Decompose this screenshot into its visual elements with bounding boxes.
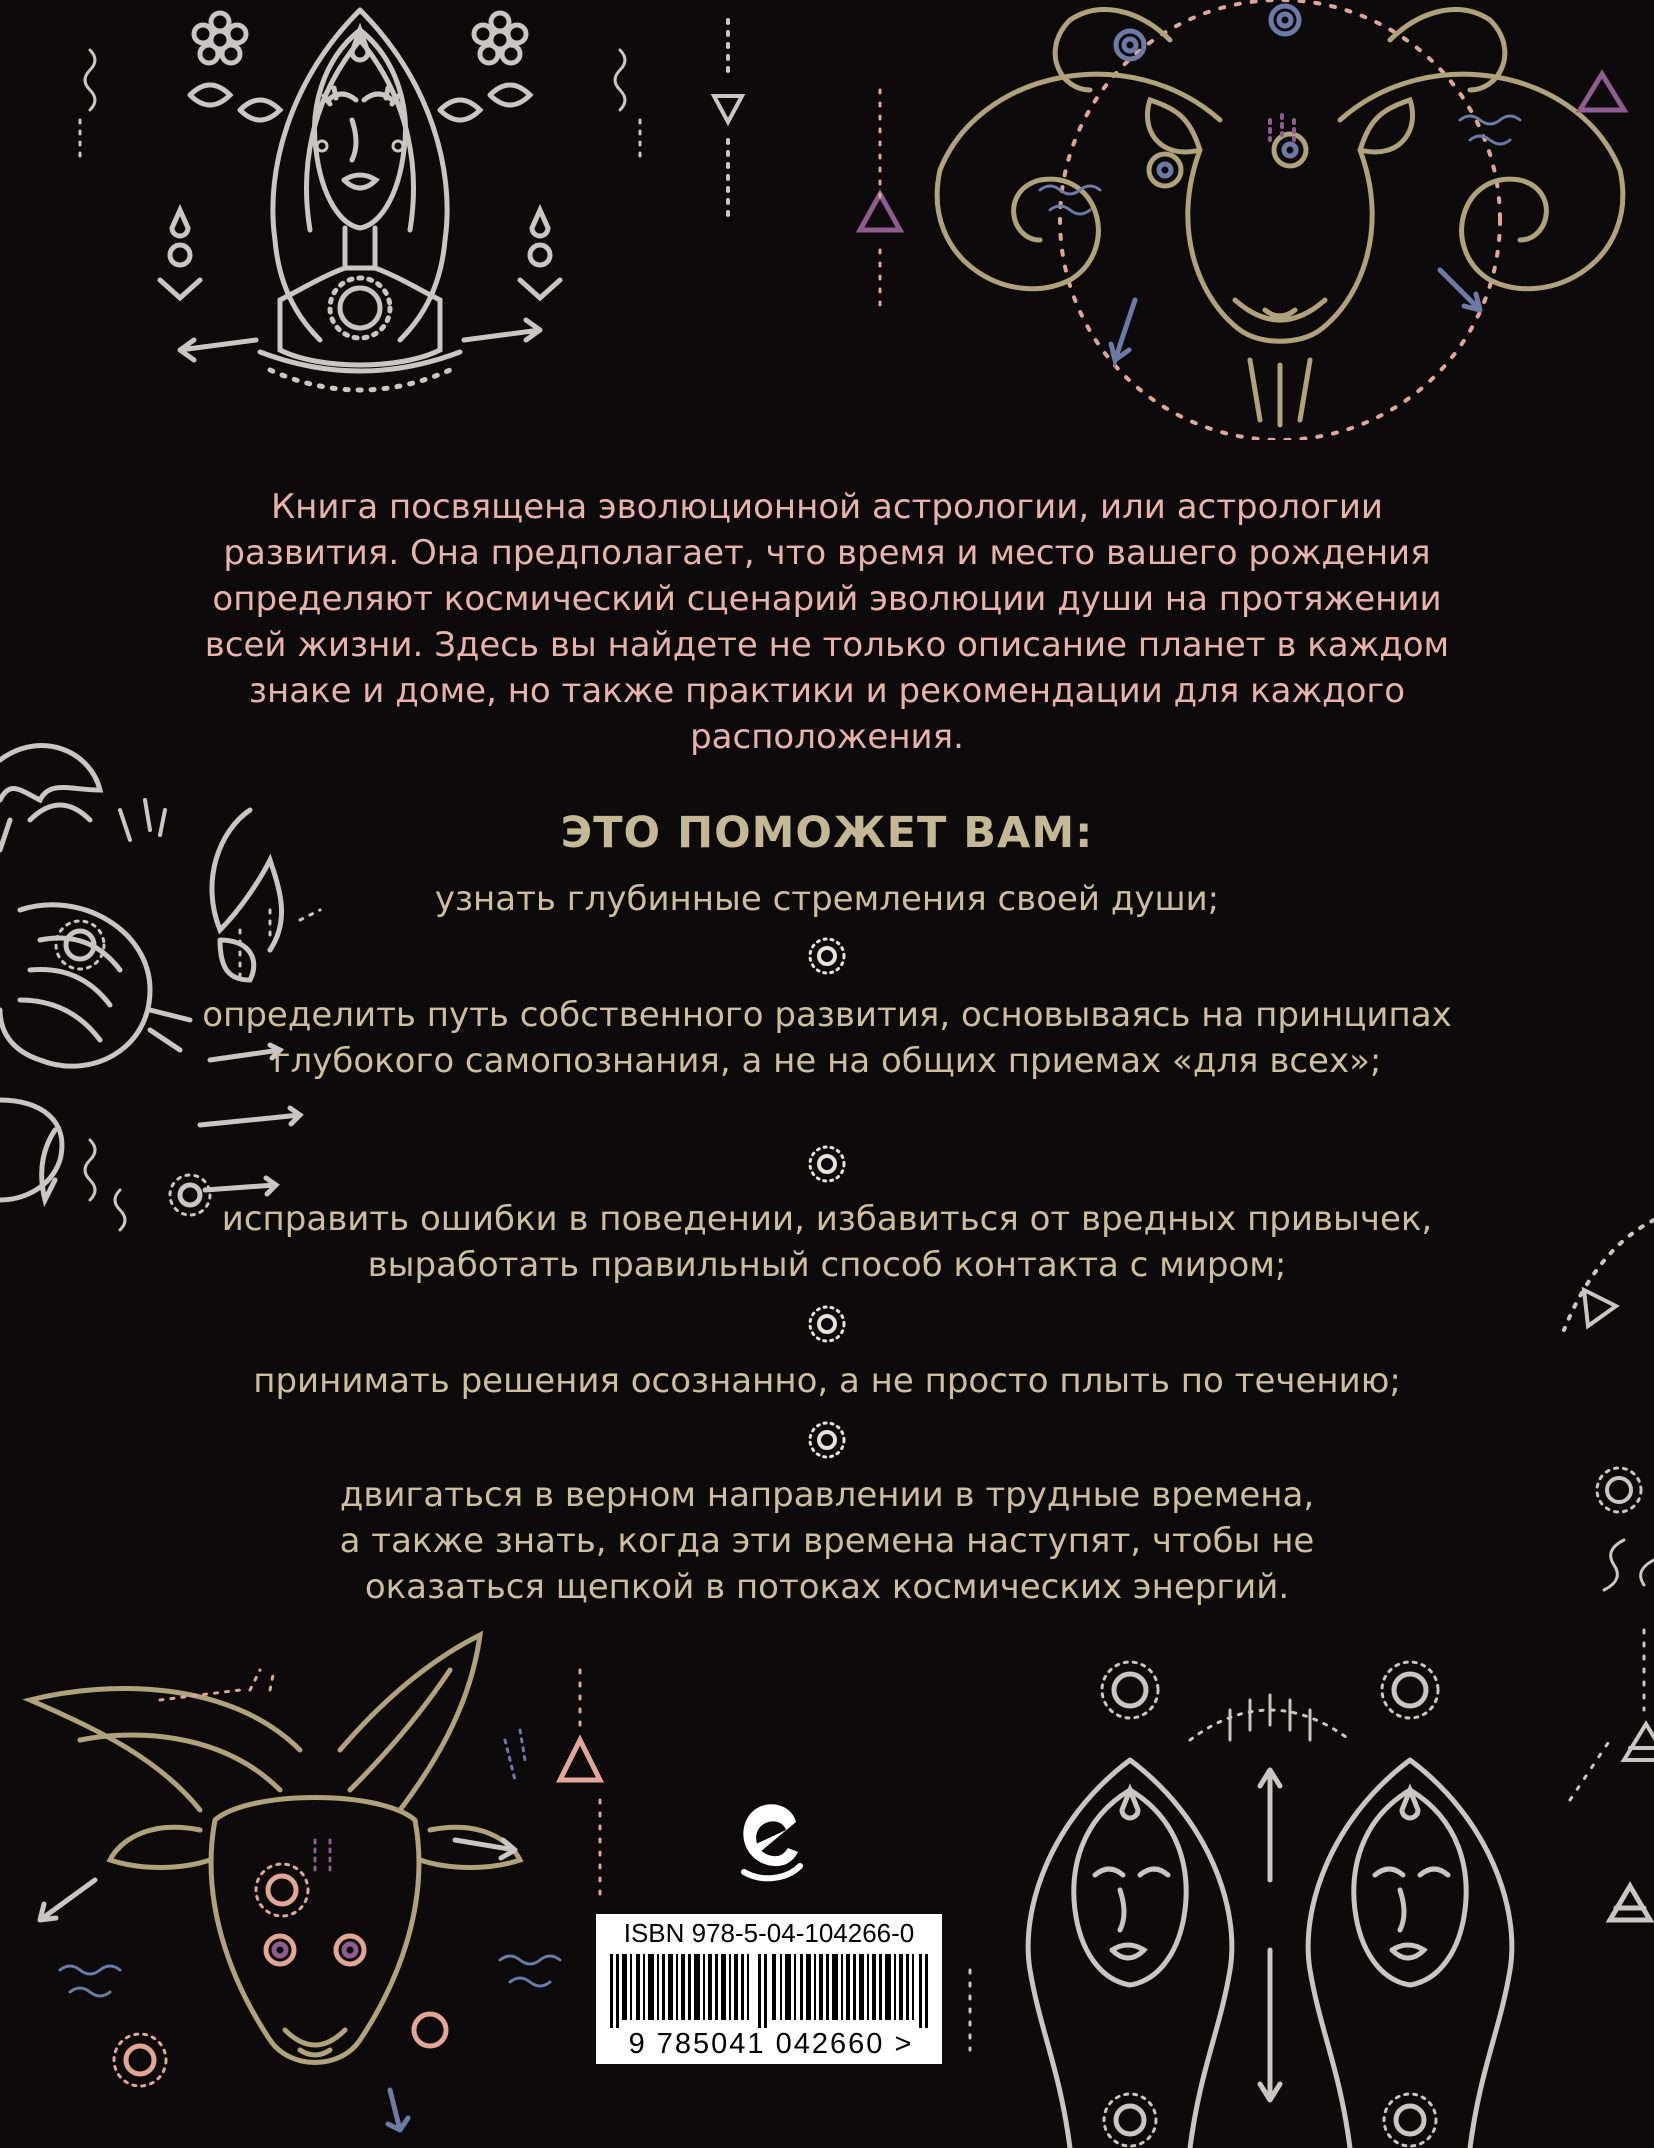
barcode-bars: [610, 1954, 928, 2028]
publisher-logo-icon: [736, 1792, 806, 1882]
aries-ram-illustration: [840, 0, 1654, 440]
benefit-item: принимать решения осознанно, а не просто плыть по течению;: [253, 1361, 1401, 1401]
benefit-item: узнать глубинные стремления своей души;: [434, 879, 1220, 919]
triangle-icon: [700, 0, 820, 300]
benefits-heading: ЭТО ПОМОЖЕТ ВАМ:: [560, 808, 1094, 858]
isbn-barcode: [596, 1914, 942, 2064]
gemini-twins-illustration: [960, 1650, 1654, 2148]
capricorn-goat-illustration: [0, 1620, 680, 2148]
dotted-circle-icon: [803, 1140, 851, 1188]
barcode-digits: 9 785041 042660 >: [628, 2028, 914, 2060]
isbn-label: ISBN 978-5-04-104266-0: [623, 1918, 915, 1948]
virgo-woman-illustration: [60, 0, 660, 420]
benefit-item: исправить ошибки в поведении, избавиться от вредных привычек, выработать правильный способ контакта с миром;: [221, 1199, 1433, 1285]
benefit-item: определить путь собственного развития, основываясь на принципах глубокого самопознания, а не на общих приемах «для всех»;: [202, 995, 1452, 1081]
dotted-circle-icon: [803, 1300, 851, 1348]
dotted-circle-icon: [803, 932, 851, 980]
dotted-circle-icon: [803, 1416, 851, 1464]
intro-text: Книга посвящена эволюционной астрологии, или астрологии развития. Она предполагает, что время и место вашего рождения определяют космический сценарий эволюции души на протяжении всей жизни. Здесь вы найдете не только описание планет в каждом знаке и доме, но также практики и рекомендации для каждого расположения.: [204, 487, 1450, 757]
benefit-item: двигаться в верном направлении в трудные времена, а также знать, когда эти времена наступят, чтобы не оказаться щепкой в потоках космических энергий.: [339, 1475, 1315, 1607]
